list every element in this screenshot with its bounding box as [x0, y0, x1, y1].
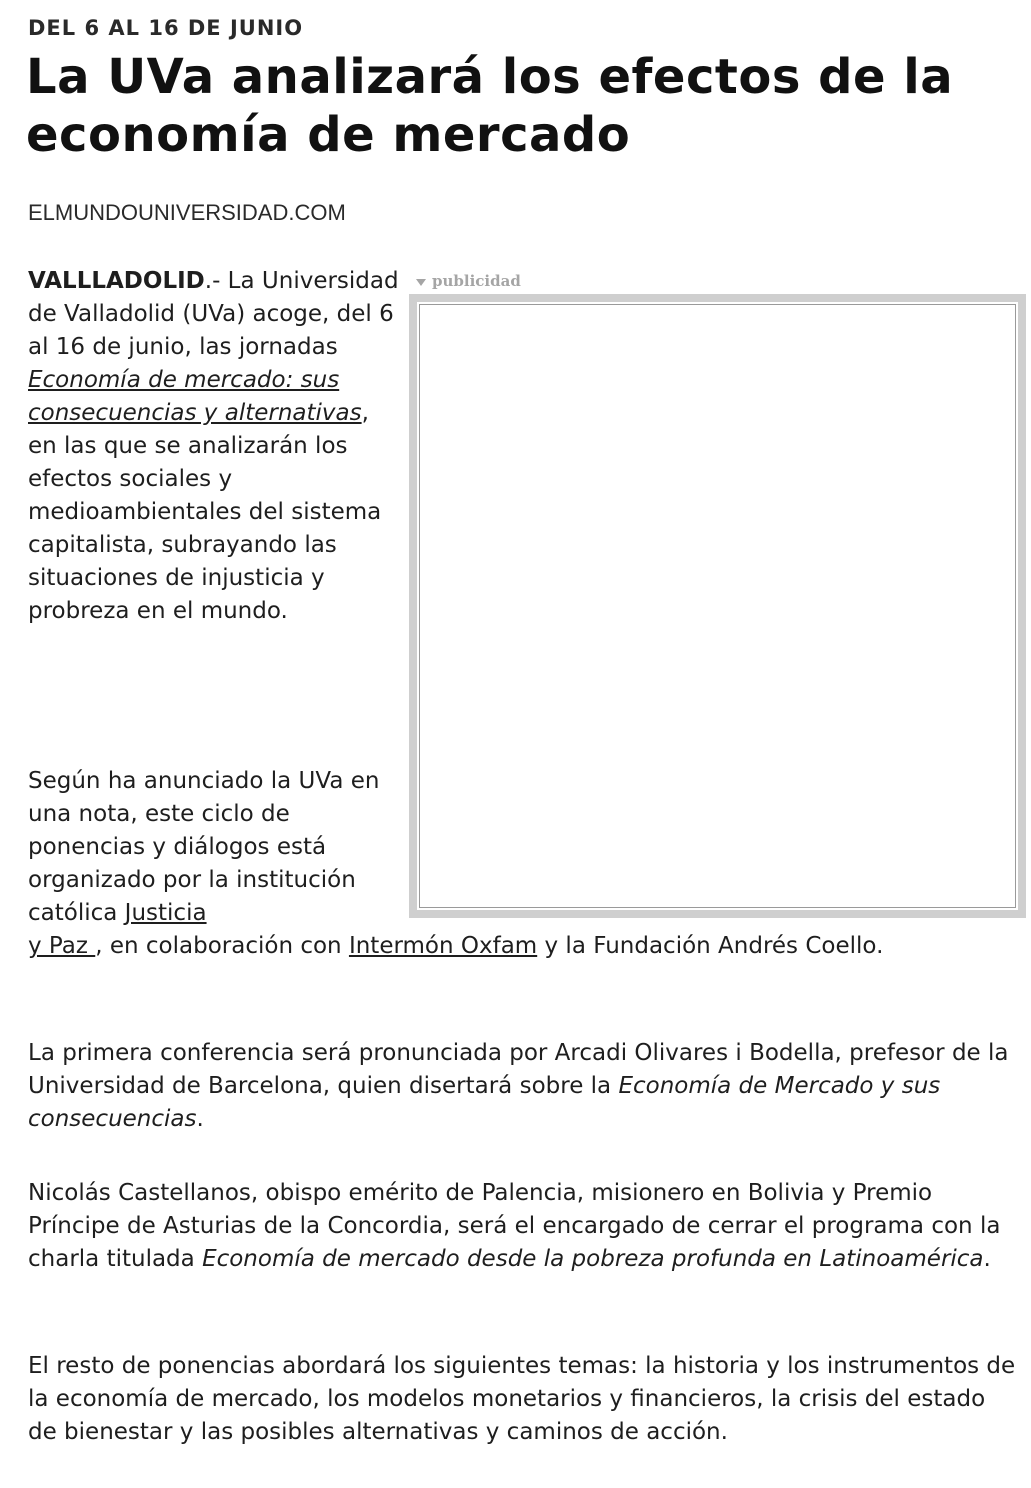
closing-talk-text-2: . — [983, 1246, 991, 1272]
first-conference-text-2: . — [196, 1106, 204, 1132]
dateline: VALLLADOLID — [28, 268, 205, 294]
paragraph-closing-talk — [28, 1177, 1018, 1276]
ad-label[interactable] — [416, 272, 521, 290]
organizers-text-3: y la Fundación Andrés Coello. — [537, 933, 884, 959]
link-intermon-oxfam[interactable]: Intermón Oxfam — [348, 933, 538, 959]
organizers-text-2: , en colaboración con — [95, 933, 349, 959]
paragraph-other-topics: El resto de ponencias abordará los siguientes temas: la historia y los instrumentos de la economía de mercado, los modelos monetarios y financieros, la crisis del estado de bienestar y las posibles alternativas y caminos de acción. — [28, 1353, 1016, 1445]
ad-placeholder — [409, 294, 1026, 918]
link-justicia-y-paz-cont[interactable]: y Paz — [28, 933, 96, 959]
paragraph-intro — [28, 265, 400, 628]
intro-text-1: .- La Universidad de Valladolid (UVa) acoge, del 6 al 16 de junio, las jornadas — [28, 268, 399, 360]
article-source: ELMUNDOUNIVERSIDAD.COM — [28, 200, 346, 225]
article-kicker: DEL 6 AL 16 DE JUNIO — [28, 16, 304, 40]
paragraph-organizers — [28, 765, 403, 930]
link-justicia-y-paz[interactable]: Justicia — [124, 900, 207, 926]
caret-down-icon — [416, 279, 426, 286]
ad-label-text: publicidad — [432, 272, 521, 290]
closing-talk-title: Economía de mercado desde la pobreza profunda en Latinoamérica — [202, 1246, 984, 1272]
paragraph-organizers-continued — [28, 930, 1018, 963]
paragraph-first-conference — [28, 1037, 1018, 1136]
organizers-text-1: Según ha anunciado la UVa en una nota, este ciclo de ponencias y diálogos está organizado por la institución católica — [28, 768, 380, 926]
first-conference-text-1: La primera conferencia será pronunciada por Arcadi Olivares i Bodella, prefesor de la Universidad de Barcelona, quien disertará sobre la — [28, 1040, 1009, 1099]
closing-talk-text-1: Nicolás Castellanos, obispo emérito de Palencia, misionero en Bolivia y Premio Príncipe de Asturias de la Concordia, será el encargado de cerrar el programa con la charla titulada — [28, 1180, 1001, 1272]
intro-text-2: , en las que se analizarán los efectos sociales y medioambientales del sistema capitalista, subrayando las situaciones de injusticia y probreza en el mundo. — [28, 400, 382, 624]
first-conference-title: Economía de Mercado y sus consecuencias — [28, 1073, 941, 1132]
link-jornadas[interactable]: Economía de mercado: sus consecuencias y alternativas — [28, 367, 362, 426]
article-headline: La UVa analizará los efectos de la economía de mercado — [26, 49, 954, 163]
